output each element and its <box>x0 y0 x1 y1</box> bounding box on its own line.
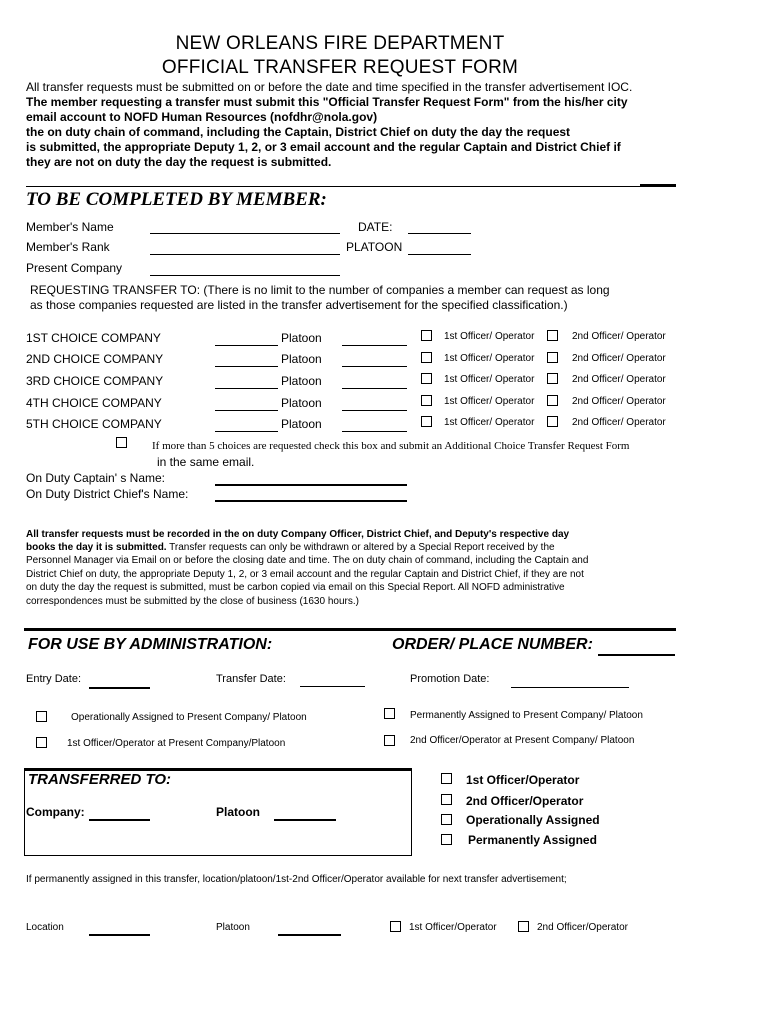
choice-label: 5TH CHOICE COMPANY <box>26 417 162 431</box>
intro-line2: The member requesting a transfer must submit this "Official Transfer Request Form" from the his/her city <box>26 95 628 109</box>
notice-rest: Transfer requests can only be withdrawn or altered by a Special Report received by the <box>166 542 555 553</box>
transferred-platoon-label: Platoon <box>216 805 260 819</box>
choice-company-field[interactable] <box>215 388 278 389</box>
choice-platoon-field[interactable] <box>342 388 407 389</box>
choice-platoon-label: Platoon <box>281 374 322 388</box>
section-divider <box>26 186 676 187</box>
choice-2nd-officer-checkbox[interactable] <box>547 416 558 427</box>
member-rank-label: Member's Rank <box>26 240 110 254</box>
transferred-2nd-officer-checkbox[interactable] <box>441 794 452 805</box>
choice-1st-officer-checkbox[interactable] <box>421 416 432 427</box>
choice-opt1-label: 1st Officer/ Operator <box>444 396 535 407</box>
transfer-date-label: Transfer Date: <box>216 673 286 685</box>
notice-line2 <box>26 542 555 553</box>
choice-opt1-label: 1st Officer/ Operator <box>444 331 535 342</box>
admin-heading: FOR USE BY ADMINISTRATION: <box>28 636 273 653</box>
second-officer-present-label: 2nd Officer/Operator at Present Company/ Platoon <box>410 735 635 746</box>
choice-label: 4TH CHOICE COMPANY <box>26 396 162 410</box>
same-email-text: in the same email. <box>157 455 255 469</box>
choice-platoon-field[interactable] <box>342 410 407 411</box>
choice-opt2-label: 2nd Officer/ Operator <box>572 353 666 364</box>
choice-platoon-label: Platoon <box>281 417 322 431</box>
form-title-line1: NEW ORLEANS FIRE DEPARTMENT <box>175 33 505 54</box>
choice-2nd-officer-checkbox[interactable] <box>547 352 558 363</box>
platoon-field[interactable] <box>408 254 471 255</box>
notice-bold: All transfer requests must be recorded in the on duty Company Officer, District Chief, and Deputy's respective day <box>26 529 570 540</box>
choice-platoon-field[interactable] <box>342 366 407 367</box>
choice-2nd-officer-checkbox[interactable] <box>547 373 558 384</box>
chief-name-field[interactable] <box>215 500 407 502</box>
transfer-date-field[interactable] <box>300 686 365 687</box>
order-place-heading: ORDER/ PLACE NUMBER: <box>392 636 593 653</box>
entry-date-field[interactable] <box>89 687 150 689</box>
intro-line1: All transfer requests must be submitted on or before the date and time specified in the transfer advertisement IOC. <box>26 80 633 94</box>
footer-1st-officer-checkbox[interactable] <box>390 921 401 932</box>
permanent-assigned-checkbox[interactable] <box>384 708 395 719</box>
transferred-opt2-label: 2nd Officer/Operator <box>466 794 584 808</box>
notice-line5: on duty the day the request is submitted, must be carbon copied via email on this Special Report. All NOFD administrative <box>26 582 565 593</box>
choice-company-field[interactable] <box>215 410 278 411</box>
choice-opt1-label: 1st Officer/ Operator <box>444 374 535 385</box>
choice-platoon-field[interactable] <box>342 345 407 346</box>
footer-2nd-officer-checkbox[interactable] <box>518 921 529 932</box>
first-officer-present-checkbox[interactable] <box>36 737 47 748</box>
present-company-label: Present Company <box>26 261 123 275</box>
promotion-date-label: Promotion Date: <box>410 673 490 685</box>
choice-2nd-officer-checkbox[interactable] <box>547 395 558 406</box>
intro-line5: is submitted, the appropriate Deputy 1, 2, or 3 email account and the regular Captain and District Chief if <box>26 140 621 154</box>
choice-platoon-label: Platoon <box>281 331 322 345</box>
choice-1st-officer-checkbox[interactable] <box>421 352 432 363</box>
notice-line6: correspondences must be submitted by the close of business (1630 hours.) <box>26 596 359 607</box>
notice-line4: District Chief on duty, the appropriate Deputy 1, 2, or 3 email account and the regular Captain and District Chief, if they are not <box>26 569 584 580</box>
transferred-permanent-checkbox[interactable] <box>441 834 452 845</box>
transferred-company-label: Company: <box>26 805 85 819</box>
captain-name-field[interactable] <box>215 484 407 486</box>
transferred-to-heading: TRANSFERRED TO: <box>28 771 172 788</box>
notice-line3: Personnel Manager via Email on or before the closing date and time. The on duty chain of command, including the Captain and <box>26 555 589 566</box>
choice-label: 2ND CHOICE COMPANY <box>26 352 164 366</box>
choice-opt2-label: 2nd Officer/ Operator <box>572 331 666 342</box>
date-field[interactable] <box>408 233 471 234</box>
choice-label: 3RD CHOICE COMPANY <box>26 374 164 388</box>
choice-1st-officer-checkbox[interactable] <box>421 330 432 341</box>
transferred-opt1-label: 1st Officer/Operator <box>466 773 580 787</box>
footer-location-field[interactable] <box>89 934 150 936</box>
second-officer-present-checkbox[interactable] <box>384 735 395 746</box>
platoon-label: PLATOON <box>346 240 403 254</box>
notice-bold2: books the day it is submitted. <box>26 542 167 553</box>
operational-assigned-label: Operationally Assigned to Present Company/ Platoon <box>71 712 307 723</box>
transferred-platoon-field[interactable] <box>274 819 336 821</box>
request-line1: REQUESTING TRANSFER TO: (There is no limit to the number of companies a member can request as long <box>30 283 610 297</box>
present-company-field[interactable] <box>150 275 340 276</box>
transferred-operational-checkbox[interactable] <box>441 814 452 825</box>
more-choices-text: If more than 5 choices are requested check this box and submit an Additional Choice Transfer Request Form <box>152 440 630 452</box>
choice-opt2-label: 2nd Officer/ Operator <box>572 396 666 407</box>
choice-2nd-officer-checkbox[interactable] <box>547 330 558 341</box>
choice-label: 1ST CHOICE COMPANY <box>26 331 161 345</box>
transferred-1st-officer-checkbox[interactable] <box>441 773 452 784</box>
choice-company-field[interactable] <box>215 366 278 367</box>
chief-name-label: On Duty District Chief's Name: <box>26 487 189 501</box>
choice-opt1-label: 1st Officer/ Operator <box>444 417 535 428</box>
member-section-heading: TO BE COMPLETED BY MEMBER: <box>26 189 327 210</box>
transferred-opt4-label: Permanently Assigned <box>468 833 597 847</box>
request-line2: as those companies requested are listed in the transfer advertisement for the specified classification.) <box>30 298 568 312</box>
choice-platoon-field[interactable] <box>342 431 407 432</box>
footer-opt1-label: 1st Officer/Operator <box>409 922 497 933</box>
transferred-opt3-label: Operationally Assigned <box>466 813 600 827</box>
admin-divider <box>24 628 676 631</box>
choice-opt2-label: 2nd Officer/ Operator <box>572 374 666 385</box>
choice-opt1-label: 1st Officer/ Operator <box>444 353 535 364</box>
entry-date-label: Entry Date: <box>26 673 82 685</box>
section-divider-accent <box>640 184 676 186</box>
intro-line3: email account to NOFD Human Resources (nofdhr@nola.gov) <box>26 110 378 124</box>
more-choices-checkbox[interactable] <box>116 437 127 448</box>
order-place-field[interactable] <box>598 654 675 656</box>
footer-opt2-label: 2nd Officer/Operator <box>537 922 628 933</box>
notice-line1 <box>26 529 569 540</box>
captain-name-label: On Duty Captain' s Name: <box>26 471 166 485</box>
permanent-assigned-label: Permanently Assigned to Present Company/ Platoon <box>410 710 643 721</box>
choice-platoon-label: Platoon <box>281 352 322 366</box>
first-officer-present-label: 1st Officer/Operator at Present Company/Platoon <box>67 738 286 749</box>
choice-1st-officer-checkbox[interactable] <box>421 373 432 384</box>
footer-note: If permanently assigned in this transfer, location/platoon/1st-2nd Officer/Operator available for next transfer advertisement; <box>26 874 567 885</box>
operational-assigned-checkbox[interactable] <box>36 711 47 722</box>
choice-platoon-label: Platoon <box>281 396 322 410</box>
choice-company-field[interactable] <box>215 345 278 346</box>
intro-line4: the on duty chain of command, including the Captain, District Chief on duty the day the request <box>26 125 571 139</box>
footer-platoon-label: Platoon <box>216 922 250 933</box>
choice-company-field[interactable] <box>215 431 278 432</box>
choice-1st-officer-checkbox[interactable] <box>421 395 432 406</box>
footer-location-label: Location <box>26 922 64 933</box>
transferred-company-field[interactable] <box>89 819 150 821</box>
member-rank-field[interactable] <box>150 254 340 255</box>
footer-platoon-field[interactable] <box>278 934 341 936</box>
member-name-label: Member's Name <box>26 220 114 234</box>
choice-opt2-label: 2nd Officer/ Operator <box>572 417 666 428</box>
intro-line6: they are not on duty the day the request is submitted. <box>26 155 332 169</box>
date-label: DATE: <box>358 220 393 234</box>
member-name-field[interactable] <box>150 233 340 234</box>
form-title-line2: OFFICIAL TRANSFER REQUEST FORM <box>161 57 519 78</box>
promotion-date-field[interactable] <box>511 687 629 688</box>
